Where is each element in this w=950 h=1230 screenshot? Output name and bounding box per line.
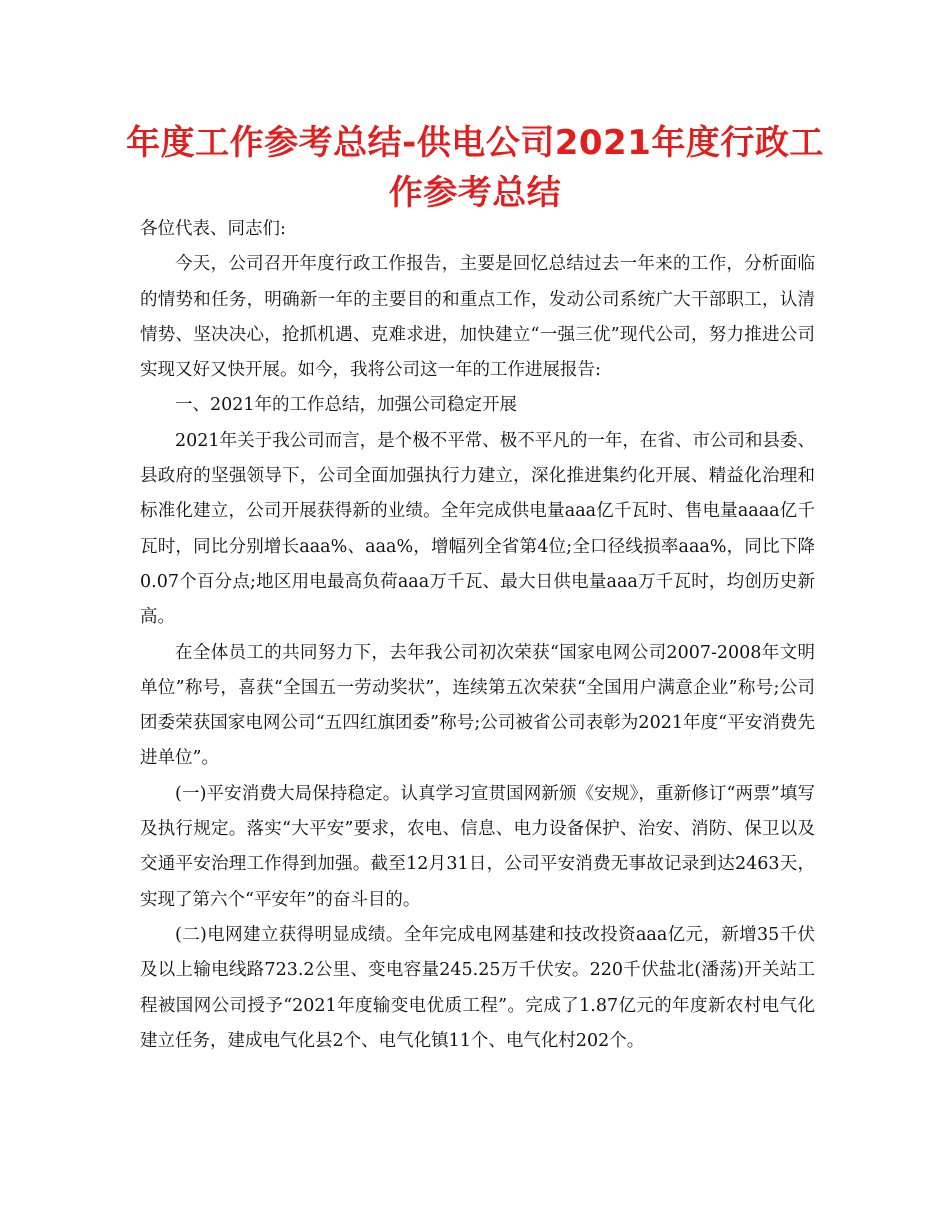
document-body [140,212,815,1059]
paragraph-honors: 在全体员工的共同努力下，去年我公司初次荣获“国家电网公司2007-2008年文明单位”称号，喜获“全国五一劳动奖状”，连续第五次荣获“全国用户满意企业”称号;公司团委荣获国家电网公司“五四红旗团委”称号;公司被省公司表彰为2021年度“平安消费先进单位”。 [140,642,815,769]
salutation: 各位代表、同志们: [140,219,286,239]
section-heading-1: 一、2021年的工作总结，加强公司稳定开展 [175,395,518,416]
paragraph-intro: 今天，公司召开年度行政工作报告，主要是回忆总结过去一年来的工作，分析面临的情势和任务，明确新一年的主要目的和重点工作，发动公司系统广大干部职工，认清情势、坚决决心，抢抓机遇、克难求进，加快建立“一强三优”现代公司，努力推进公司实现又好又快开展。如今，我将公司这一年的工作进展报告: [140,254,815,381]
paragraph-grid-construction: (二)电网建立获得明显成绩。全年完成电网基建和技改投资aaa亿元，新增35千伏及以上输电线路723.2公里、变电容量245.25万千伏安。220千伏盐北(潘荡)开关站工程被国网公司授予“2021年度输变电优质工程”。完成了1.87亿元的年度新农村电气化建立任务，建成电气化县2个、电气化镇11个、电气化村202个。 [140,924,815,1051]
paragraph-safety: (一)平安消费大局保持稳定。认真学习宣贯国网新颁《安规》，重新修订“两票”填写及执行规定。落实“大平安”要求，农电、信息、电力设备保护、治安、消防、保卫以及交通平安治理工作得到加强。截至12月31日，公司平安消费无事故记录到达2463天，实现了第六个“平安年”的奋斗目的。 [140,783,815,910]
document-title: 年度工作参考总结-供电公司2021年度行政工作参考总结 [126,123,824,213]
paragraph-2021-summary: 2021年关于我公司而言，是个极不平常、极不平凡的一年，在省、市公司和县委、县政府的坚强领导下，公司全面加强执行力建立，深化推进集约化开展、精益化治理和标准化建立，公司开展获得新的业绩。全年完成供电量aaa亿千瓦时、售电量aaaa亿千瓦时，同比分别增长aaa%、aaa%，增幅列全省第4位;全口径线损率aaa%，同比下降0.07个百分点;地区用电最高负荷aaa万千瓦、最大日供电量aaa万千瓦时，均创历史新高。 [140,430,815,628]
